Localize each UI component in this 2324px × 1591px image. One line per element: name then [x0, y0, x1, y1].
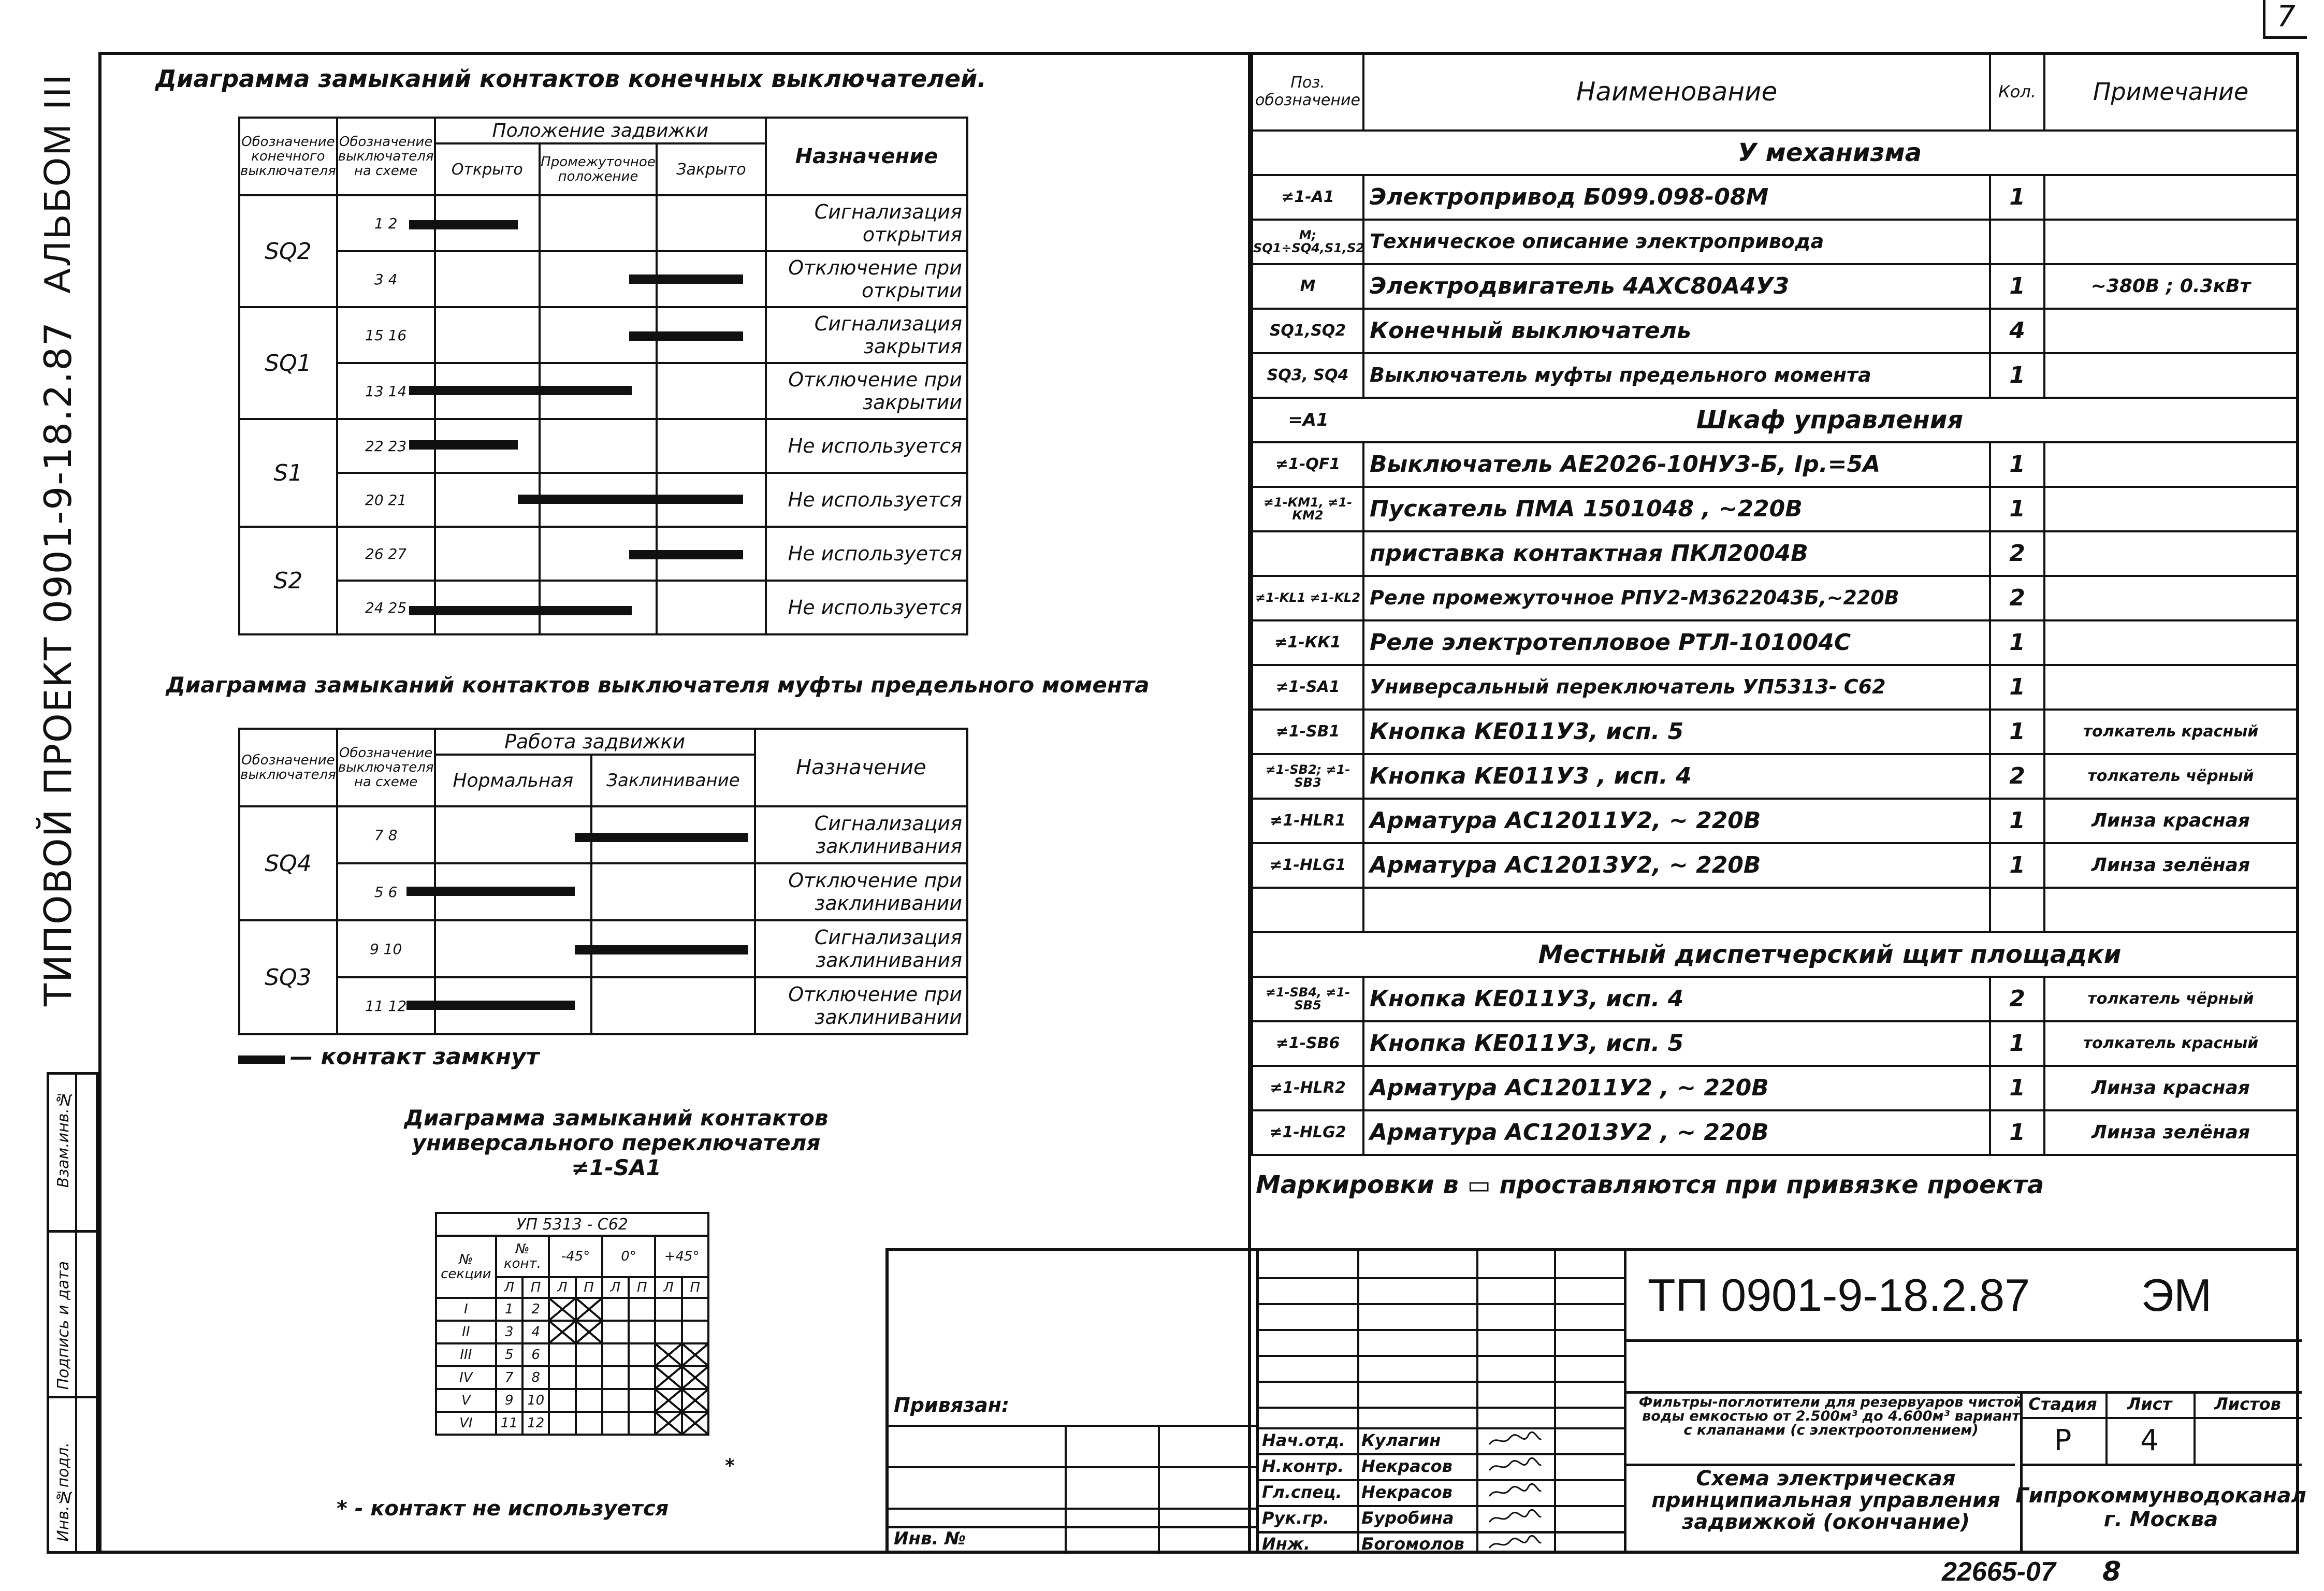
universal-l: Л [496, 1277, 522, 1298]
spec-section-pos: =A1 [1252, 398, 1363, 442]
staff-role: Инж. [1262, 1534, 1310, 1554]
spec-row [1252, 799, 2297, 843]
torque-purpose: Отключение при заклинивании [755, 977, 967, 1034]
signature [1487, 1509, 1544, 1527]
spec-qty: 2 [1990, 576, 2044, 620]
spec-section-title: У механизма [1363, 131, 2297, 175]
spec-section-title: Шкаф управления [1363, 398, 2297, 442]
spec-col-name: Наименование [1363, 53, 1990, 131]
spec-qty: 2 [1990, 977, 2044, 1021]
spec-col-qty: Кол. [1990, 53, 2044, 131]
universal-col-section: № секции [436, 1236, 496, 1298]
spec-qty: 1 [1990, 264, 2044, 309]
spec-note [2044, 220, 2297, 264]
spec-row [1252, 309, 2297, 353]
contact-closed-bar [406, 1001, 575, 1010]
spec-note [2044, 353, 2297, 398]
spec-qty: 1 [1990, 620, 2044, 665]
limit-col-position: Положение задвижки [435, 118, 766, 143]
universal-title-line2: универсального переключателя [412, 1130, 821, 1155]
torque-col-jam: Заклинивание [591, 755, 755, 806]
contact-closed-bar [629, 550, 743, 559]
spec-qty: 2 [1990, 754, 2044, 799]
limit-col-scheme: Обозначение выключателя на схеме [337, 118, 435, 195]
spec-name: Кнопка КЕ011У3, исп. 5 [1363, 710, 1990, 754]
spec-row [1252, 932, 2297, 977]
limit-purpose: Не используется [766, 581, 967, 634]
staff-name: Некрасов [1361, 1456, 1452, 1476]
spec-pos: SQ3, SQ4 [1252, 353, 1363, 398]
spec-section-pos [1252, 932, 1363, 977]
page-number: 7 [2263, 0, 2307, 39]
spec-row [1252, 977, 2297, 1021]
limit-col-purpose: Назначение [766, 118, 967, 195]
side-stamp-replace: Взам.инв.№ [54, 1090, 72, 1188]
torque-contact: 9 10 [337, 920, 435, 977]
doc-mark: ЭМ [2141, 1269, 2212, 1321]
limit-switch-s1: S1 [239, 419, 337, 527]
torque-contact: 7 8 [337, 806, 435, 863]
spec-note [2044, 665, 2297, 710]
limit-switch-sq1: SQ1 [239, 307, 337, 419]
contact-closed-bar [629, 274, 743, 284]
limit-contact: 13 14 [337, 363, 435, 419]
torque-col-switch: Обозначение выключателя [239, 729, 337, 806]
universal-c2: 4 [522, 1321, 549, 1343]
universal-l: Л [602, 1277, 629, 1298]
universal-c1: 3 [496, 1321, 522, 1343]
universal-section: III [436, 1343, 496, 1366]
staff-name: Богомолов [1361, 1534, 1464, 1554]
universal-section: II [436, 1321, 496, 1343]
universal-c2: 12 [522, 1412, 549, 1435]
spec-qty: 1 [1990, 710, 2044, 754]
universal-c2: 10 [522, 1389, 549, 1412]
universal-l: Л [655, 1277, 681, 1298]
staff-role: Рук.гр. [1262, 1508, 1329, 1528]
spec-pos: ≠1-HLR1 [1252, 799, 1363, 843]
universal-c1: 5 [496, 1343, 522, 1366]
spec-name: Реле электротепловое РТЛ-101004С [1363, 620, 1990, 665]
spec-row [1252, 620, 2297, 665]
universal-col-0: 0° [602, 1236, 656, 1277]
staff-row [1259, 1453, 1626, 1479]
universal-diagram-title [331, 1106, 901, 1180]
universal-col-m45: -45° [549, 1236, 602, 1277]
universal-section: V [436, 1389, 496, 1412]
spec-row [1252, 665, 2297, 710]
spec-row [1252, 754, 2297, 799]
signature [1487, 1431, 1544, 1449]
spec-note [2044, 487, 2297, 531]
title-block [885, 1248, 2306, 1554]
torque-purpose: Отключение при заклинивании [755, 863, 967, 920]
spec-name: Кнопка КЕ011У3, исп. 5 [1363, 1021, 1990, 1066]
contact-closed-bar [575, 833, 748, 842]
torque-col-work: Работа задвижки [435, 729, 755, 755]
spec-qty: 1 [1990, 799, 2044, 843]
spec-pos: ≠1-SB4, ≠1-SB5 [1252, 977, 1363, 1021]
limit-purpose: Не используется [766, 473, 967, 527]
limit-col-switch: Обозначение конечного выключателя [239, 118, 337, 195]
spec-name: Выключатель АЕ2026-10НУ3-Б, Iр.=5А [1363, 442, 1990, 487]
torque-col-normal: Нормальная [435, 755, 592, 806]
universal-l: Л [549, 1277, 575, 1298]
spec-note [2044, 888, 2297, 932]
torque-switch-sq4: SQ4 [239, 806, 337, 920]
spec-col-note: Примечание [2044, 53, 2297, 131]
spec-row [1252, 398, 2297, 442]
spec-name: Электродвигатель 4АХС80А4У3 [1363, 264, 1990, 309]
spec-note: Линза красная [2044, 799, 2297, 843]
spec-row [1252, 131, 2297, 175]
limit-purpose: Не используется [766, 527, 967, 581]
spec-qty: 1 [1990, 1066, 2044, 1110]
staff-row [1259, 1427, 1626, 1453]
spec-pos: ≠1-SB6 [1252, 1021, 1363, 1066]
spec-name: Арматура АС12013У2 , ~ 220В [1363, 1110, 1990, 1155]
limit-diagram-title: Диаграмма замыканий контактов конечных выключателей. [155, 65, 986, 93]
universal-section: I [436, 1298, 496, 1321]
contact-closed-bar [629, 331, 743, 341]
privyazan-label: Привязан: [894, 1394, 1010, 1416]
limit-switch-s2: S2 [239, 527, 337, 634]
torque-purpose: Сигнализация заклинивания [755, 920, 967, 977]
spec-note: толкатель красный [2044, 710, 2297, 754]
spec-pos: ≠1-HLR2 [1252, 1066, 1363, 1110]
universal-table [435, 1212, 709, 1436]
staff-row [1259, 1479, 1626, 1505]
spec-name: Кнопка КЕ011У3 , исп. 4 [1363, 754, 1990, 799]
universal-c1: 7 [496, 1366, 522, 1389]
spec-note [2044, 531, 2297, 576]
sheet-value: 4 [2140, 1423, 2159, 1457]
spec-pos: ≠1-КМ1, ≠1-КМ2 [1252, 487, 1363, 531]
staff-role: Гл.спец. [1262, 1482, 1342, 1502]
universal-col-p45: +45° [655, 1236, 708, 1277]
spec-note: ~380В ; 0.3кВт [2044, 264, 2297, 309]
spec-note [2044, 175, 2297, 220]
limit-contact: 20 21 [337, 473, 435, 527]
signature [1487, 1535, 1544, 1553]
limit-contact: 15 16 [337, 307, 435, 363]
staff-row [1259, 1505, 1626, 1531]
limit-col-open: Открыто [435, 143, 540, 195]
spec-col-pos: Поз. обозначение [1252, 53, 1363, 131]
spec-qty [1990, 220, 2044, 264]
object-name: Фильтры-поглотители для резервуаров чистой воды емкостью от 2.500м³ до 4.600м³ вариант с клапанами (с электроотоплением) [1638, 1394, 2024, 1438]
universal-p: П [682, 1277, 708, 1298]
staff-role: Нач.отд. [1262, 1430, 1346, 1450]
limit-contact: 3 4 [337, 251, 435, 307]
spec-pos: SQ1,SQ2 [1252, 309, 1363, 353]
spec-note [2044, 309, 2297, 353]
spec-pos [1252, 888, 1363, 932]
spec-name: Арматура АС12011У2, ~ 220В [1363, 799, 1990, 843]
spec-note [2044, 442, 2297, 487]
signature [1487, 1483, 1544, 1501]
torque-col-scheme: Обозначение выключателя на схеме [337, 729, 435, 806]
stage-value: Р [2054, 1423, 2072, 1457]
signature [1487, 1457, 1544, 1475]
universal-col-contact: № конт. [496, 1236, 549, 1277]
contact-closed-bar [409, 606, 632, 615]
spec-pos [1252, 531, 1363, 576]
torque-purpose: Сигнализация заклинивания [755, 806, 967, 863]
spec-row [1252, 843, 2297, 888]
staff-name: Кулагин [1361, 1430, 1441, 1450]
side-stamp-inv: Инв.№подл. [54, 1442, 72, 1542]
inv-label: Инв. № [894, 1528, 966, 1549]
spec-row [1252, 220, 2297, 264]
limit-purpose: Сигнализация закрытия [766, 307, 967, 363]
universal-c1: 9 [496, 1389, 522, 1412]
spec-qty: 1 [1990, 442, 2044, 487]
spec-section-title: Местный диспетчерский щит площадки [1363, 932, 2297, 977]
limit-contact: 24 25 [337, 581, 435, 634]
universal-c1: 1 [496, 1298, 522, 1321]
universal-c2: 2 [522, 1298, 549, 1321]
spec-qty: 1 [1990, 353, 2044, 398]
universal-section: IV [436, 1366, 496, 1389]
spec-pos: M; SQ1÷SQ4,S1,S2 [1252, 220, 1363, 264]
limit-purpose: Сигнализация открытия [766, 195, 967, 251]
organization: Гипрокоммунводоканал г. Москва [2015, 1484, 2306, 1531]
spec-qty: 1 [1990, 175, 2044, 220]
torque-col-purpose: Назначение [755, 729, 967, 806]
legend-text: — контакт замкнут [290, 1044, 540, 1070]
spec-row [1252, 710, 2297, 754]
limit-switch-sq2: SQ2 [239, 195, 337, 307]
spec-note: толкатель чёрный [2044, 977, 2297, 1021]
contact-closed-bar [575, 945, 748, 954]
spec-row [1252, 175, 2297, 220]
staff-name: Некрасов [1361, 1482, 1452, 1502]
spec-row [1252, 531, 2297, 576]
spec-pos: M [1252, 264, 1363, 309]
limit-col-middle: Промежуточное положение [540, 143, 657, 195]
spec-note: Линза зелёная [2044, 843, 2297, 888]
sheet-title: Схема электрическая принципиальная управления задвижкой (окончание) [1651, 1467, 2000, 1534]
album-label: АЛЬБОМ III [37, 73, 78, 294]
spec-name: приставка контактная ПКЛ2004В [1363, 531, 1990, 576]
universal-c2: 6 [522, 1343, 549, 1366]
contact-closed-bar [409, 386, 632, 395]
spec-table [1251, 52, 2298, 1156]
universal-p: П [576, 1277, 602, 1298]
spec-name: Универсальный переключатель УП5313- С62 [1363, 665, 1990, 710]
spec-name [1363, 888, 1990, 932]
sheets-label: Листов [2214, 1394, 2281, 1414]
spec-qty: 4 [1990, 309, 2044, 353]
spec-note: Линза красная [2044, 1066, 2297, 1110]
spec-name: Реле промежуточное РПУ2-М3622043Б,~220В [1363, 576, 1990, 620]
staff-name: Буробина [1361, 1508, 1454, 1528]
spec-row [1252, 264, 2297, 309]
contact-closed-bar [409, 440, 518, 450]
spec-name: Пускатель ПМА 1501048 , ~220В [1363, 487, 1990, 531]
spec-pos: ≠1-KL1 ≠1-KL2 [1252, 576, 1363, 620]
marking-note: Маркировки в ▭ проставляются при привязке проекта [1256, 1170, 2044, 1199]
spec-note: толкатель красный [2044, 1021, 2297, 1066]
side-stamp-sign: Подпись и дата [54, 1261, 72, 1390]
spec-row [1252, 442, 2297, 487]
spec-pos: ≠1-SB1 [1252, 710, 1363, 754]
spec-note [2044, 620, 2297, 665]
limit-contact: 22 23 [337, 419, 435, 473]
spec-name: Выключатель муфты предельного момента [1363, 353, 1990, 398]
spec-name: Арматура АС12011У2 , ~ 220В [1363, 1066, 1990, 1110]
spec-qty: 1 [1990, 1110, 2044, 1155]
spec-row [1252, 1110, 2297, 1155]
spec-pos: ≠1-HLG1 [1252, 843, 1363, 888]
spec-name: Техническое описание электропривода [1363, 220, 1990, 264]
stage-label: Стадия [2028, 1394, 2097, 1414]
limit-contact: 1 2 [337, 195, 435, 251]
sheet-label: Лист [2127, 1394, 2172, 1414]
spec-pos: ≠1-SA1 [1252, 665, 1363, 710]
spec-name: Конечный выключатель [1363, 309, 1990, 353]
doc-code: ТП 0901-9-18.2.87 [1647, 1269, 2030, 1321]
limit-purpose: Не используется [766, 419, 967, 473]
contact-closed-bar [409, 220, 518, 229]
universal-c2: 8 [522, 1366, 549, 1389]
torque-diagram-title: Диаграмма замыканий контактов выключателя муфты предельного момента [166, 672, 1150, 698]
universal-p: П [522, 1277, 549, 1298]
spec-row [1252, 1066, 2297, 1110]
torque-contact: 5 6 [337, 863, 435, 920]
universal-title-line1: Диаграмма замыканий контактов [404, 1105, 829, 1131]
spec-note: Линза зелёная [2044, 1110, 2297, 1155]
universal-star: * [725, 1455, 735, 1477]
universal-c1: 11 [496, 1412, 522, 1435]
spec-row [1252, 888, 2297, 932]
spec-row [1252, 576, 2297, 620]
spec-row [1252, 353, 2297, 398]
spec-qty: 1 [1990, 1021, 2044, 1066]
spec-qty [1990, 888, 2044, 932]
spec-row [1252, 487, 2297, 531]
spec-qty: 1 [1990, 665, 2044, 710]
staff-row [1259, 1531, 1626, 1557]
spec-name: Электропривод Б099.098-08М [1363, 175, 1990, 220]
spec-name: Арматура АС12013У2, ~ 220В [1363, 843, 1990, 888]
project-label: ТИПОВОЙ ПРОЕКТ 0901-9-18.2.87 [36, 321, 80, 1006]
universal-model: УП 5313 - С62 [436, 1213, 708, 1236]
contact-closed-bar [518, 495, 743, 504]
spec-section-pos [1252, 131, 1363, 175]
universal-title-line3: ≠1-SA1 [571, 1155, 661, 1180]
archive-number: 22665-07 [1942, 1557, 2056, 1587]
limit-purpose: Отключение при закрытии [766, 363, 967, 419]
spec-pos: ≠1-SB2; ≠1-SB3 [1252, 754, 1363, 799]
staff-role: Н.контр. [1262, 1456, 1344, 1476]
limit-diagram-table [238, 117, 968, 635]
torque-contact: 11 12 [337, 977, 435, 1034]
spec-name: Кнопка КЕ011У3, исп. 4 [1363, 977, 1990, 1021]
sheets-value [2194, 1417, 2302, 1464]
contact-closed-bar [406, 887, 575, 896]
universal-p: П [629, 1277, 655, 1298]
spec-qty: 1 [1990, 843, 2044, 888]
spec-row [1252, 1021, 2297, 1066]
spec-note: толкатель чёрный [2044, 754, 2297, 799]
side-stamp [47, 1072, 98, 1554]
spec-qty: 2 [1990, 531, 2044, 576]
universal-footnote: * - контакт не используется [337, 1497, 669, 1521]
limit-col-closed: Закрыто [657, 143, 766, 195]
limit-purpose: Отключение при открытии [766, 251, 967, 307]
spec-pos: ≠1-A1 [1252, 175, 1363, 220]
spec-pos: ≠1-КК1 [1252, 620, 1363, 665]
legend-bar [238, 1055, 285, 1064]
spec-note [2044, 576, 2297, 620]
spec-pos: ≠1-QF1 [1252, 442, 1363, 487]
universal-section: VI [436, 1412, 496, 1435]
torque-diagram-table [238, 728, 968, 1035]
torque-switch-sq3: SQ3 [239, 920, 337, 1034]
limit-contact: 26 27 [337, 527, 435, 581]
spec-pos: ≠1-HLG2 [1252, 1110, 1363, 1155]
spec-qty: 1 [1990, 487, 2044, 531]
archive-sheet: 8 [2102, 1556, 2122, 1587]
